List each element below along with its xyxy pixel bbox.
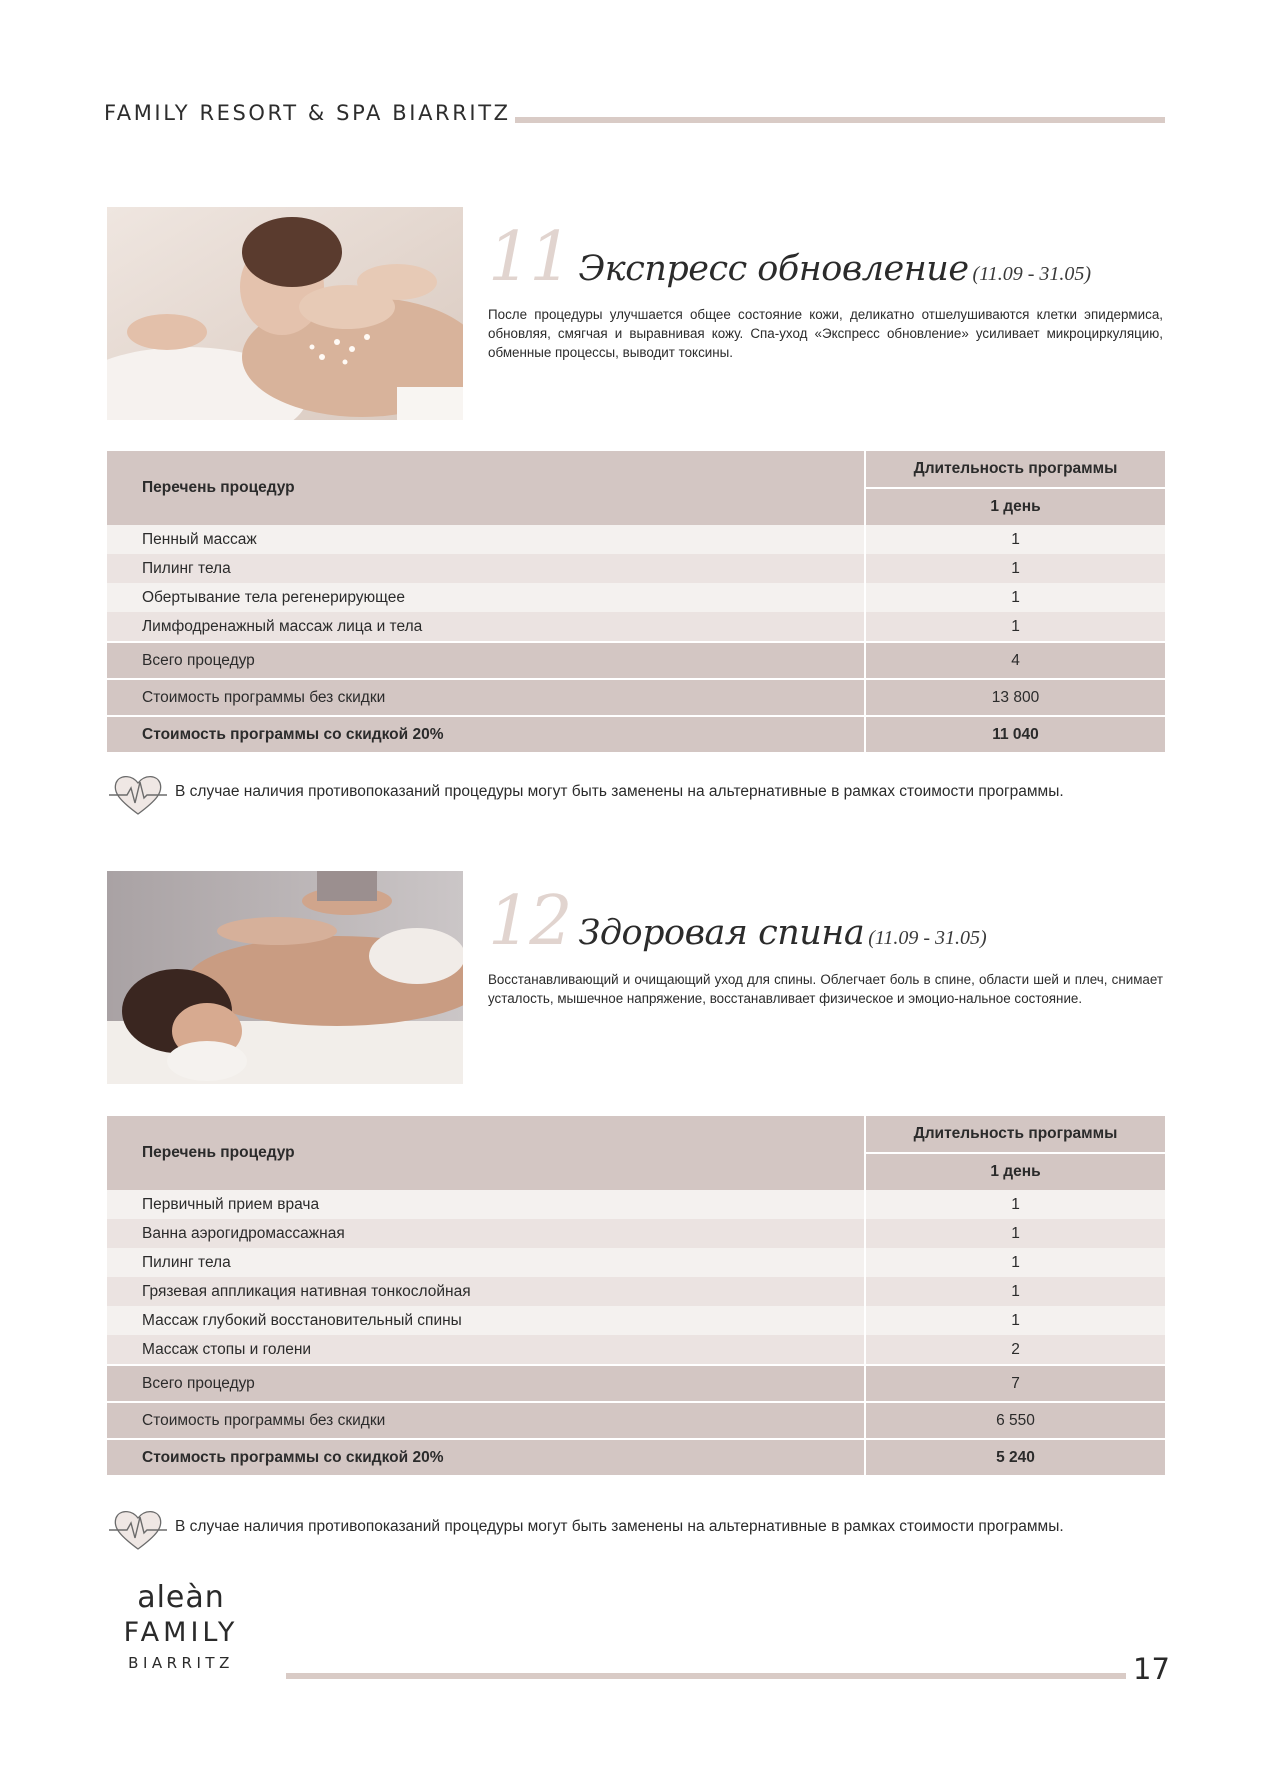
program-11-photo xyxy=(107,207,463,420)
column-header-duration: Длительность программы xyxy=(865,451,1165,488)
table-row xyxy=(107,1248,1165,1277)
program-name: Экспресс обновление xyxy=(578,249,969,289)
program-12-title xyxy=(488,882,987,961)
program-number: 11 xyxy=(488,218,571,297)
procedure-count: 1 xyxy=(865,525,1165,554)
heart-pulse-icon xyxy=(107,770,169,818)
procedure-count: 1 xyxy=(865,1277,1165,1306)
procedure-name: Пилинг тела xyxy=(107,1248,865,1277)
procedure-name: Пенный массаж xyxy=(107,525,865,554)
total-row xyxy=(107,1365,1165,1402)
program-11-title xyxy=(488,218,1091,297)
price-value: 6 550 xyxy=(865,1402,1165,1439)
note-text: В случае наличия противопоказаний процедуры могут быть заменены на альтернативные в рамках стоимости программы. xyxy=(175,783,1064,800)
footer-divider xyxy=(286,1673,1126,1679)
program-dates: (11.09 - 31.05) xyxy=(868,927,987,949)
program-number: 12 xyxy=(488,882,571,961)
total-value: 4 xyxy=(865,642,1165,679)
program-dates: (11.09 - 31.05) xyxy=(972,263,1092,285)
table-row xyxy=(107,1219,1165,1248)
table-row xyxy=(107,525,1165,554)
column-header-procedures: Перечень процедур xyxy=(107,1116,865,1190)
price-row xyxy=(107,1402,1165,1439)
column-header-days: 1 день xyxy=(865,488,1165,525)
column-header-procedures: Перечень процедур xyxy=(107,451,865,525)
procedure-name: Пилинг тела xyxy=(107,554,865,583)
price-label: Стоимость программы без скидки xyxy=(107,1402,865,1439)
procedure-count: 1 xyxy=(865,1306,1165,1335)
program-12-description: Восстанавливающий и очищающий уход для спины. Облегчает боль в спине, области шей и плеч, снимает усталость, мышечное напряжение, восстанавливает физическое и эмоцио-нальное состояние. xyxy=(488,972,1163,1006)
discount-value: 5 240 xyxy=(865,1439,1165,1475)
table-row xyxy=(107,612,1165,642)
header-divider xyxy=(515,117,1165,123)
column-header-duration: Длительность программы xyxy=(865,1116,1165,1153)
logo-family: FAMILY xyxy=(123,1617,239,1648)
procedure-count: 1 xyxy=(865,583,1165,612)
table-row xyxy=(107,1277,1165,1306)
table-row xyxy=(107,1335,1165,1365)
column-header-days: 1 день xyxy=(865,1153,1165,1190)
procedure-name: Массаж глубокий восстановительный спины xyxy=(107,1306,865,1335)
procedure-count: 1 xyxy=(865,1219,1165,1248)
procedure-name: Ванна аэрогидромассажная xyxy=(107,1219,865,1248)
table-row xyxy=(107,583,1165,612)
discount-label: Стоимость программы со скидкой 20% xyxy=(107,716,865,752)
program-12-photo xyxy=(107,871,463,1084)
procedure-count: 1 xyxy=(865,1248,1165,1277)
table-row xyxy=(107,554,1165,583)
total-value: 7 xyxy=(865,1365,1165,1402)
table-row xyxy=(107,1190,1165,1219)
heart-pulse-icon xyxy=(107,1505,169,1553)
procedure-name: Массаж стопы и голени xyxy=(107,1335,865,1365)
total-label: Всего процедур xyxy=(107,642,865,679)
program-11-description: После процедуры улучшается общее состояние кожи, деликатно отшелушиваются клетки эпидермиса, обновляя, смягчая и выравнивая кожу. Спа-уход «Экспресс обновление» усиливает микроциркуляцию, обменные процессы, выводит токсины. xyxy=(488,307,1163,360)
total-label: Всего процедур xyxy=(107,1365,865,1402)
price-label: Стоимость программы без скидки xyxy=(107,679,865,716)
price-value: 13 800 xyxy=(865,679,1165,716)
procedure-count: 2 xyxy=(865,1335,1165,1365)
procedure-name: Лимфодренажный массаж лица и тела xyxy=(107,612,865,642)
discount-value: 11 040 xyxy=(865,716,1165,752)
program-12-note xyxy=(107,1505,1167,1553)
page-number: 17 xyxy=(1133,1652,1170,1686)
discount-label: Стоимость программы со скидкой 20% xyxy=(107,1439,865,1475)
procedure-count: 1 xyxy=(865,554,1165,583)
table-row xyxy=(107,1306,1165,1335)
note-text: В случае наличия противопоказаний процедуры могут быть заменены на альтернативные в рамках стоимости программы. xyxy=(175,1518,1064,1535)
procedure-name: Обертывание тела регенерирующее xyxy=(107,583,865,612)
discount-price-row xyxy=(107,716,1165,752)
logo-biarritz: BIARRITZ xyxy=(128,1654,234,1672)
logo-alean: aleàn xyxy=(137,1580,225,1615)
program-12-table xyxy=(107,1116,1165,1475)
procedure-name: Грязевая аппликация нативная тонкослойная xyxy=(107,1277,865,1306)
price-row xyxy=(107,679,1165,716)
procedure-count: 1 xyxy=(865,612,1165,642)
discount-price-row xyxy=(107,1439,1165,1475)
procedure-count: 1 xyxy=(865,1190,1165,1219)
program-11-table xyxy=(107,451,1165,752)
program-name: Здоровая спина xyxy=(578,913,865,953)
program-11-note xyxy=(107,770,1167,818)
total-row xyxy=(107,642,1165,679)
page-header-title: FAMILY RESORT & SPA BIARRITZ xyxy=(104,101,511,125)
alean-family-logo xyxy=(106,1580,256,1672)
procedure-name: Первичный прием врача xyxy=(107,1190,865,1219)
